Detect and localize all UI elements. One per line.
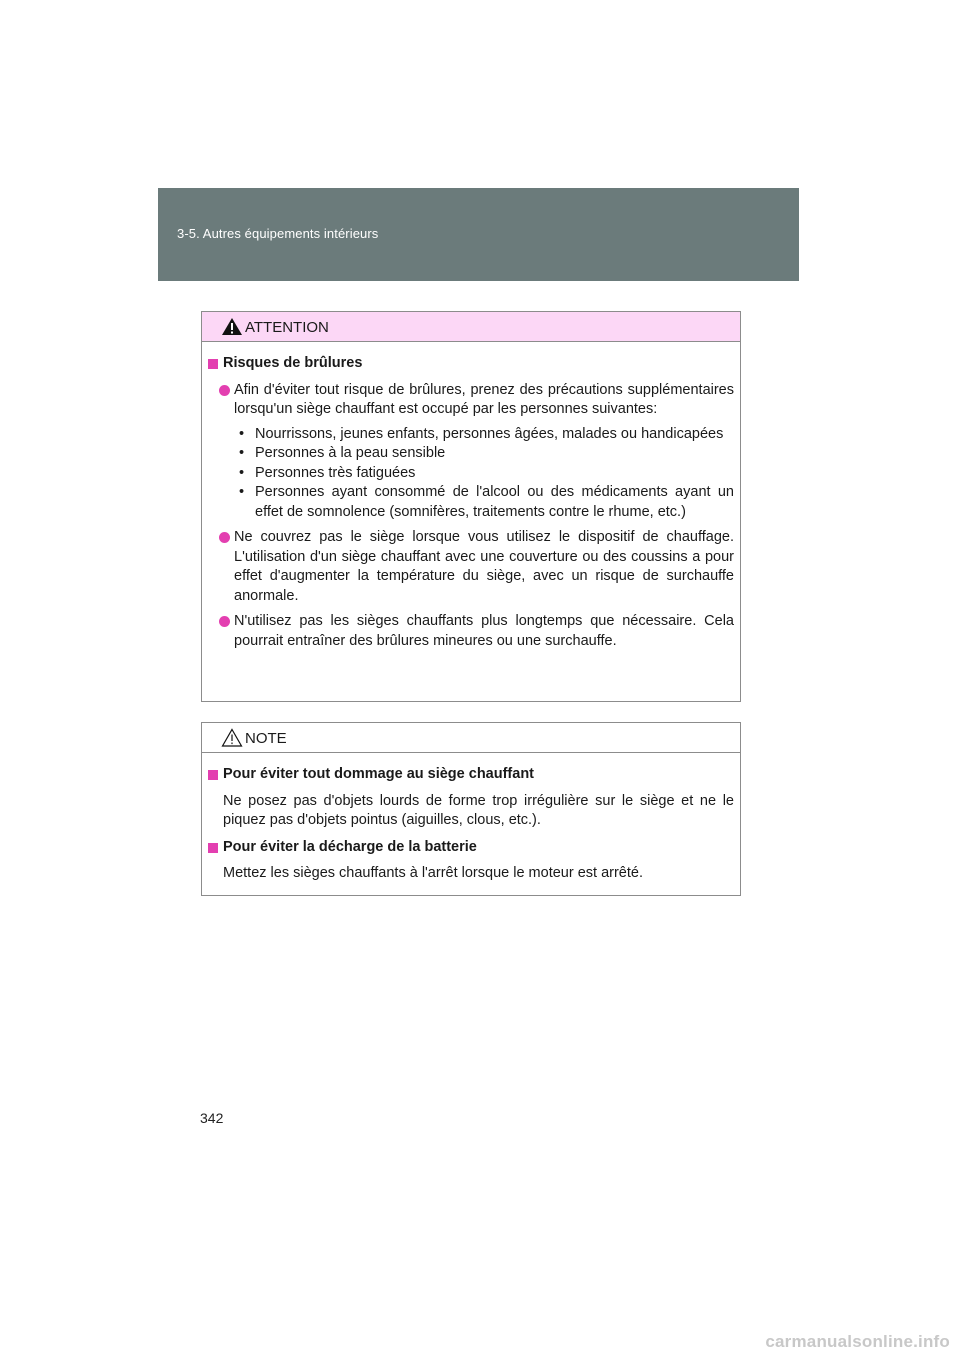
caution-triangle-outline-icon: [221, 728, 243, 747]
attention-body: [202, 342, 740, 651]
note-section-title: Pour éviter la décharge de la batterie: [208, 838, 734, 858]
circle-bullet-icon: [219, 532, 230, 543]
circle-bullet-icon: [219, 616, 230, 627]
list-item: • Nourrissons, jeunes enfants, personnes âgées, malades ou handicapées: [239, 425, 724, 442]
list-item: • Personnes ayant consommé de l'alcool ou des médicaments ayant un effet de somnolence (somnifères, traitements contre le rhume, etc.): [239, 484, 734, 520]
note-paragraph: Ne posez pas d'objets lourds de forme trop irrégulière sur le siège et ne le piquez pas d'objets pointus (aiguilles, clous, etc.).: [223, 792, 734, 828]
note-box: [201, 722, 741, 896]
note-header: [202, 723, 740, 753]
attention-item: Ne couvrez pas le siège lorsque vous utilisez le dispositif de chauffage. L'utilisation d'un siège chauffant avec une couverture ou des coussins a pour effet d'augmenter la température du siège, avec un risque de surchauffe anormale.: [208, 528, 734, 606]
attention-box: [201, 311, 741, 702]
section-header: [158, 188, 799, 281]
warning-triangle-icon: [221, 317, 243, 336]
watermark: carmanualsonline.info: [765, 1332, 950, 1351]
attention-title: ATTENTION: [245, 319, 329, 336]
sub-list: [234, 425, 734, 523]
attention-header: [202, 312, 740, 342]
square-bullet-icon: [208, 843, 218, 853]
note-section-title: Pour éviter tout dommage au siège chauffant: [208, 765, 734, 785]
square-bullet-icon: [208, 770, 218, 780]
note-body: [202, 753, 740, 884]
square-bullet-icon: [208, 359, 218, 369]
attention-item: Afin d'éviter tout risque de brûlures, prenez des précautions supplémentaires lorsqu'un siège chauffant est occupé par les personnes suivantes: • Nourrissons, jeunes enfants, personnes âgées, malades ou handicapées • Personnes à la peau sensible • Personnes très fatiguées • Personnes ayant consommé de l'alcool ou des médicaments ayant un effet de somnolence (somnifères, traitements contre le rhume, etc.): [208, 381, 734, 523]
note-title: NOTE: [245, 730, 287, 747]
section-title: 3-5. Autres équipements intérieurs: [177, 226, 379, 241]
list-item: • Personnes à la peau sensible: [239, 445, 446, 461]
note-paragraph: Mettez les sièges chauffants à l'arrêt lorsque le moteur est arrêté.: [223, 865, 643, 881]
list-item: • Personnes très fatiguées: [239, 464, 416, 481]
attention-item: N'utilisez pas les sièges chauffants plus longtemps que nécessaire. Cela pourrait entraîner des brûlures mineures ou une surchauffe.: [208, 612, 734, 651]
attention-section-title: Risques de brûlures: [208, 354, 734, 374]
page-number: 342: [200, 1110, 224, 1126]
circle-bullet-icon: [219, 385, 230, 396]
